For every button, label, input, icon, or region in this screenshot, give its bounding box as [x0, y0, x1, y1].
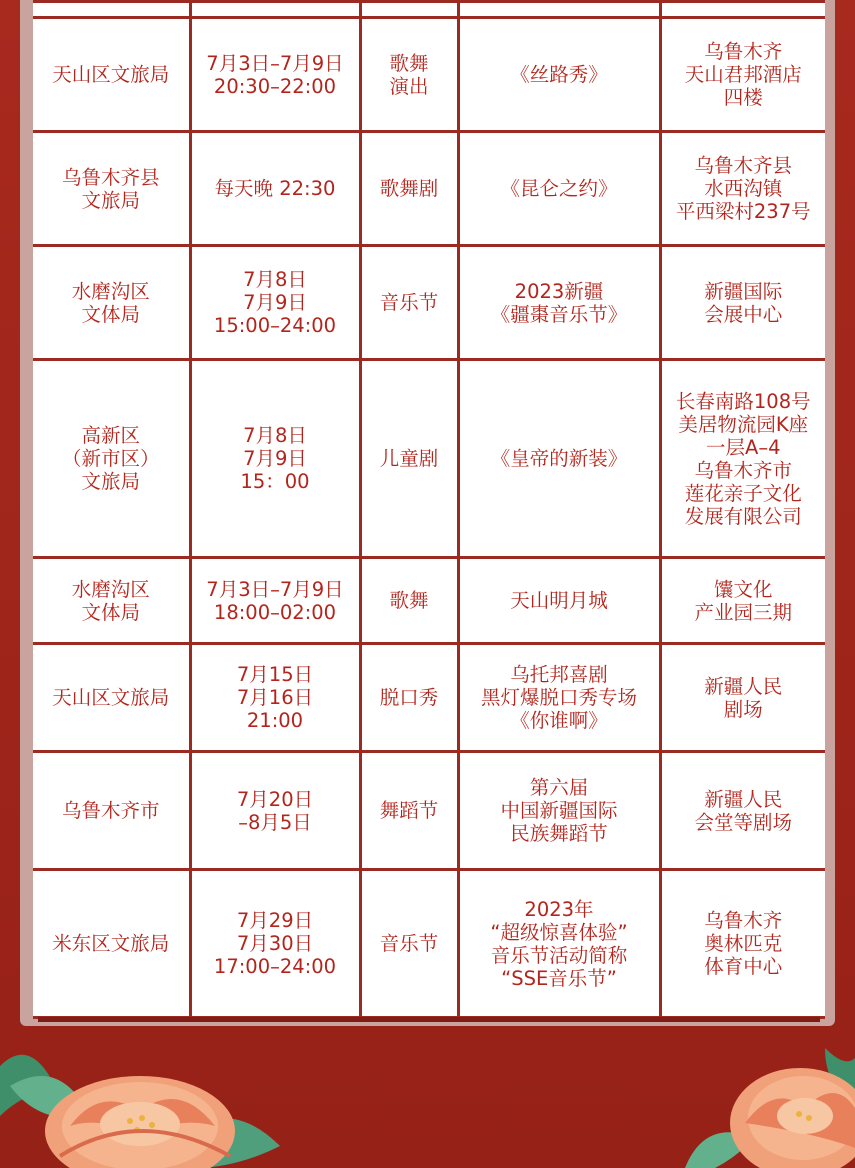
- venue-cell: [660, 2, 825, 18]
- type-cell: [360, 2, 458, 18]
- name-cell: 2023新疆 《疆棗音乐节》: [458, 246, 660, 360]
- venue-cell: 馕文化 产业园三期: [660, 558, 825, 644]
- organizer-cell: 天山区文旅局: [33, 18, 190, 132]
- peony-flower-icon: [0, 1026, 300, 1168]
- venue-cell: 新疆人民 会堂等剧场: [660, 752, 825, 870]
- organizer-cell: 乌鲁木齐县 文旅局: [33, 132, 190, 246]
- time-cell: 7月8日 7月9日 15：00: [190, 360, 360, 558]
- time-cell: 7月20日 –8月5日: [190, 752, 360, 870]
- venue-cell: 乌鲁木齐 天山君邦酒店 四楼: [660, 18, 825, 132]
- time-cell: [190, 2, 360, 18]
- type-cell: 音乐节: [360, 870, 458, 1018]
- name-cell: 《丝路秀》: [458, 18, 660, 132]
- organizer-cell: 天山区文旅局: [33, 644, 190, 752]
- table-row: [33, 360, 825, 558]
- table-bottom-edge: [38, 1017, 820, 1022]
- organizer-cell: 高新区 （新市区） 文旅局: [33, 360, 190, 558]
- organizer-cell: 水磨沟区 文体局: [33, 246, 190, 360]
- table-row: [33, 870, 825, 1018]
- organizer-cell: 米东区文旅局: [33, 870, 190, 1018]
- schedule-table-panel: [33, 0, 825, 1017]
- name-cell: 天山明月城: [458, 558, 660, 644]
- name-cell: 《昆仑之约》: [458, 132, 660, 246]
- type-cell: 音乐节: [360, 246, 458, 360]
- schedule-table: [33, 0, 825, 1019]
- venue-cell: 乌鲁木齐 奥林匹克 体育中心: [660, 870, 825, 1018]
- time-cell: 每天晚 22:30: [190, 132, 360, 246]
- time-cell: 7月15日 7月16日 21:00: [190, 644, 360, 752]
- peony-flower-icon: [730, 1068, 855, 1168]
- venue-cell: 乌鲁木齐县 水西沟镇 平西梁村237号: [660, 132, 825, 246]
- table-row: [33, 752, 825, 870]
- type-cell: 脱口秀: [360, 644, 458, 752]
- table-row: [33, 132, 825, 246]
- type-cell: 歌舞 演出: [360, 18, 458, 132]
- name-cell: 第六届 中国新疆国际 民族舞蹈节: [458, 752, 660, 870]
- peony-flower-icon: [675, 1038, 855, 1168]
- name-cell: 2023年 “超级惊喜体验” 音乐节活动简称 “SSE音乐节”: [458, 870, 660, 1018]
- organizer-cell: [33, 2, 190, 18]
- table-row: [33, 644, 825, 752]
- type-cell: 儿童剧: [360, 360, 458, 558]
- type-cell: 歌舞: [360, 558, 458, 644]
- name-cell: 乌托邦喜剧 黑灯爆脱口秀专场 《你谁啊》: [458, 644, 660, 752]
- table-row: [33, 2, 825, 18]
- organizer-cell: 水磨沟区 文体局: [33, 558, 190, 644]
- name-cell: [458, 2, 660, 18]
- time-cell: 7月29日 7月30日 17:00–24:00: [190, 870, 360, 1018]
- name-cell: 《皇帝的新装》: [458, 360, 660, 558]
- time-cell: 7月3日–7月9日 20:30–22:00: [190, 18, 360, 132]
- venue-cell: 新疆人民 剧场: [660, 644, 825, 752]
- table-row: [33, 18, 825, 132]
- type-cell: 舞蹈节: [360, 752, 458, 870]
- table-row: [33, 246, 825, 360]
- peony-flower-icon: [45, 1076, 235, 1168]
- time-cell: 7月8日 7月9日 15:00–24:00: [190, 246, 360, 360]
- venue-cell: 长春南路108号 美居物流园K座 一层A–4 乌鲁木齐市 莲花亲子文化 发展有限公司: [660, 360, 825, 558]
- table-row: [33, 558, 825, 644]
- type-cell: 歌舞剧: [360, 132, 458, 246]
- venue-cell: 新疆国际 会展中心: [660, 246, 825, 360]
- organizer-cell: 乌鲁木齐市: [33, 752, 190, 870]
- schedule-table-body: [33, 2, 825, 1018]
- time-cell: 7月3日–7月9日 18:00–02:00: [190, 558, 360, 644]
